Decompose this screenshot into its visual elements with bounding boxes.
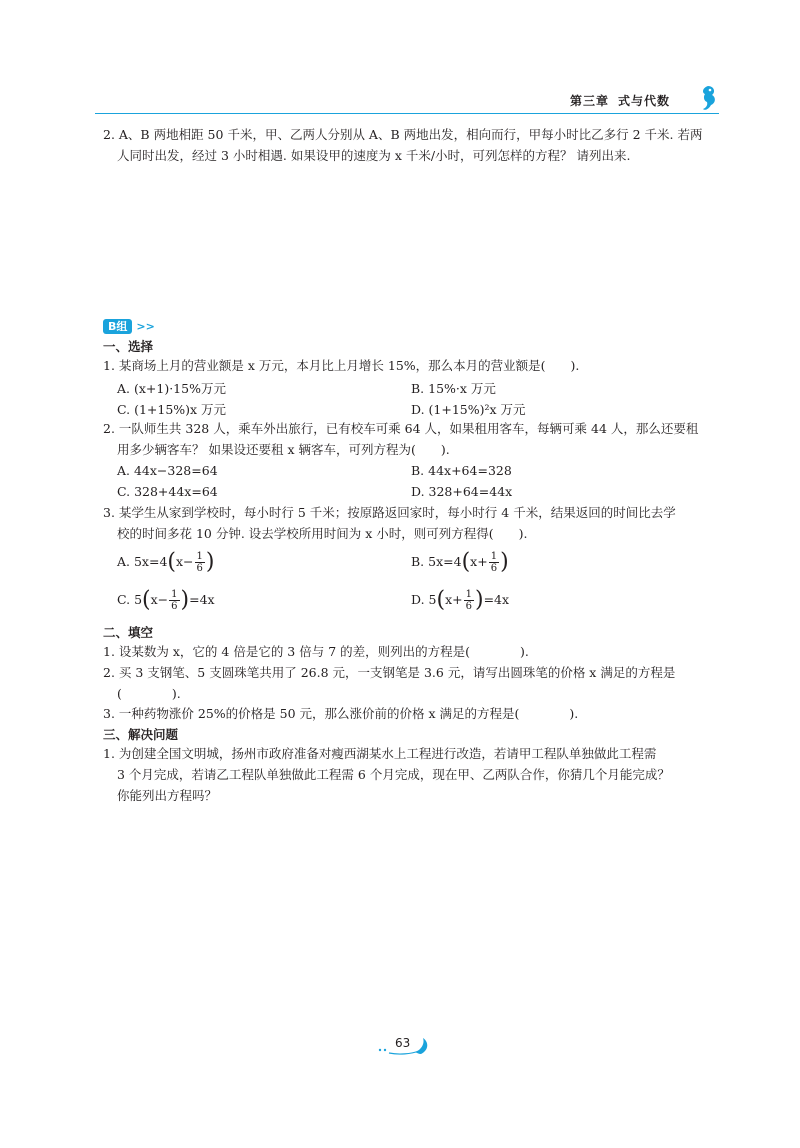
section-title-solve: 三、解决问题 [103,727,179,742]
fill-2-line-2: ( ). [117,686,181,701]
fill-3: 3. 一种药物涨价 25%的价格是 50 元，那么涨价前的价格 x 满足的方程是( ). [103,706,579,721]
fill-2-line-1: 2. 买 3 支钢笔、5 支圆珠笔共用了 26.8 元，一支钢笔是 3.6 元，请写出圆珠笔的价格 x 满足的方程是 [103,665,676,680]
q2-option-d: D. 328+64=44x [411,484,513,499]
fraction: $\frac{1}{6}$ [171,589,178,612]
q2-option-a: A. 44x−328=64 [117,463,218,478]
double-chevron-icon: >> [136,320,155,333]
q3-stem-line-2: 校的时间多花 10 分钟. 设去学校所用时间为 x 小时，则可列方程得( ). [117,526,528,541]
problem-1-line-2: 3 个月完成，若请乙工程队单独做此工程需 6 个月完成，现在甲、乙两队合作，你猜几个月能完成？ [117,767,670,782]
q3-option-c: C. 5(x− $\frac{1}{6}$ )=4x [117,587,215,613]
problem-1-line-3: 你能列出方程吗？ [117,788,218,803]
q2-option-b: B. 44x+64=328 [411,463,512,478]
group-badge [103,318,155,334]
q1-option-a: A. (x+1)·15%万元 [117,381,226,396]
q3-option-a: A. 5x=4(x− $\frac{1}{6}$ ) [117,549,215,575]
section-title-choice: 一、选择 [103,339,154,354]
top-problem-line-2: 人同时出发，经过 3 小时相遇. 如果设甲的速度为 x 千米/小时，可列怎样的方程？ 请列出来. [117,148,631,163]
page-number: 63 [395,1036,411,1050]
q1-option-c: C. (1+15%)x 万元 [117,402,227,417]
section-title-fill: 二、填空 [103,625,154,640]
fraction: $\frac{1}{6}$ [196,551,203,574]
page-footer [375,1032,435,1056]
q1-option-d: D. (1+15%)²x 万元 [411,402,526,417]
chapter-title: 式与代数 [618,94,671,108]
q3-option-d: D. 5(x+ $\frac{1}{6}$ )=4x [411,587,510,613]
problem-1-line-1: 1. 为创建全国文明城，扬州市政府准备对瘦西湖某水上工程进行改造，若请甲工程队单独做此工程需 [103,746,657,761]
chapter-label: 第三章 [570,94,610,108]
q3-stem-line-1: 3. 某学生从家到学校时，每小时行 5 千米；按原路返回家时，每小时行 4 千米，结果返回的时间比去学 [103,505,676,520]
fill-1: 1. 设某数为 x，它的 4 倍是它的 3 倍与 7 的差，则列出的方程是( ). [103,644,529,659]
fraction: $\frac{1}{6}$ [490,551,498,574]
q2-option-c: C. 328+44x=64 [117,484,218,499]
fraction: $\frac{1}{6}$ [465,589,472,612]
q2-stem-line-1: 2. 一队师生共 328 人，乘车外出旅行，已有校车可乘 64 人，如果租用客车，每辆可乘 44 人，那么还要租 [103,421,699,436]
q1-stem: 1. 某商场上月的营业额是 x 万元，本月比上月增长 15%，那么本月的营业额是( ). [103,358,580,373]
header-rule [95,113,719,114]
seahorse-icon [696,84,720,114]
group-badge-label: B组 [103,319,132,334]
q1-option-b: B. 15%·x 万元 [411,381,496,396]
q3-option-b: B. 5x=4(x+ $\frac{1}{6}$ ) [411,549,509,575]
page-header [520,84,720,114]
q2-stem-line-2: 用多少辆客车？ 如果设还要租 x 辆客车，可列方程为( ). [117,442,450,457]
top-problem-line-1: 2. A、B 两地相距 50 千米，甲、乙两人分别从 A、B 两地出发，相向而行，甲每小时比乙多行 2 千米. 若两 [103,127,703,142]
